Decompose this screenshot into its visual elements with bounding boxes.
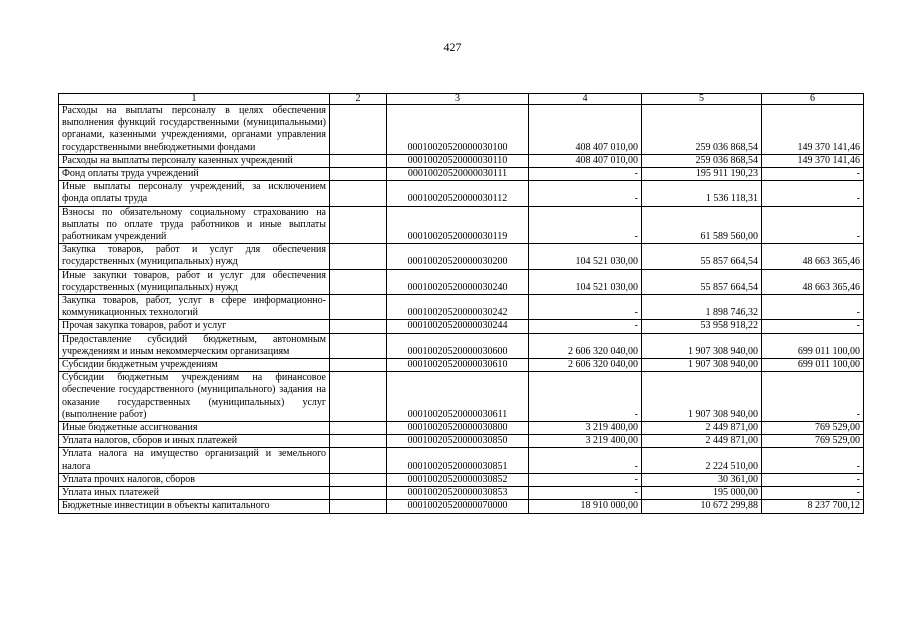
row-remaining-cell: 699 011 100,00 (762, 333, 864, 358)
table-row (59, 295, 864, 320)
row-executed-cell: 30 361,00 (642, 473, 762, 486)
row-executed-cell: 61 589 560,00 (642, 206, 762, 244)
header-cell-2: 2 (330, 94, 387, 105)
row-name-cell: Субсидии бюджетным учреждениям (59, 359, 330, 372)
row-executed-cell: 1 907 308 940,00 (642, 333, 762, 358)
row-col2-cell (330, 154, 387, 167)
row-executed-cell: 1 536 118,31 (642, 181, 762, 206)
row-remaining-cell: 149 370 141,46 (762, 154, 864, 167)
row-name-cell: Бюджетные инвестиции в объекты капитального (59, 500, 330, 513)
row-code-cell: 00010020520000070000 (387, 500, 529, 513)
row-approved-cell: - (529, 295, 642, 320)
row-remaining-cell: - (762, 473, 864, 486)
row-name-cell: Субсидии бюджетным учреждениям на финансовое обеспечение государственного (муниципального) задания на оказание государственных (муниципальных) услуг (выполнение работ) (59, 372, 330, 422)
row-name-cell: Расходы на выплаты персоналу в целях обеспечения выполнения функций государственными (муниципальными) органами, казенными учреждениями, органами управления государственными внебюджетными фондами (59, 105, 330, 155)
row-col2-cell (330, 500, 387, 513)
row-code-cell: 00010020520000030242 (387, 295, 529, 320)
row-remaining-cell: - (762, 168, 864, 181)
row-approved-cell: - (529, 320, 642, 333)
table-row (59, 500, 864, 513)
row-remaining-cell: - (762, 295, 864, 320)
row-name-cell: Уплата налогов, сборов и иных платежей (59, 435, 330, 448)
row-code-cell: 00010020520000030853 (387, 487, 529, 500)
row-col2-cell (330, 422, 387, 435)
table-row (59, 244, 864, 269)
row-name-cell: Иные закупки товаров, работ и услуг для обеспечения государственных (муниципальных) нужд (59, 269, 330, 294)
table-row (59, 435, 864, 448)
row-col2-cell (330, 448, 387, 473)
row-approved-cell: - (529, 372, 642, 422)
row-col2-cell (330, 181, 387, 206)
row-code-cell: 00010020520000030200 (387, 244, 529, 269)
table-row (59, 168, 864, 181)
table-row (59, 320, 864, 333)
row-code-cell: 00010020520000030111 (387, 168, 529, 181)
row-remaining-cell: 769 529,00 (762, 435, 864, 448)
row-executed-cell: 2 449 871,00 (642, 435, 762, 448)
row-code-cell: 00010020520000030100 (387, 105, 529, 155)
row-remaining-cell: - (762, 320, 864, 333)
page-number: 427 (443, 40, 462, 54)
table-row (59, 206, 864, 244)
row-executed-cell: 53 958 918,22 (642, 320, 762, 333)
row-approved-cell: - (529, 181, 642, 206)
table-row (59, 181, 864, 206)
row-executed-cell: 55 857 664,54 (642, 244, 762, 269)
row-name-cell: Закупка товаров, работ, услуг в сфере информационно-коммуникационных технологий (59, 295, 330, 320)
row-remaining-cell: 699 011 100,00 (762, 359, 864, 372)
row-col2-cell (330, 206, 387, 244)
row-code-cell: 00010020520000030244 (387, 320, 529, 333)
row-remaining-cell: - (762, 487, 864, 500)
row-executed-cell: 259 036 868,54 (642, 154, 762, 167)
table-row (59, 154, 864, 167)
header-cell-4: 4 (529, 94, 642, 105)
row-code-cell: 00010020520000030610 (387, 359, 529, 372)
row-code-cell: 00010020520000030112 (387, 181, 529, 206)
row-remaining-cell: - (762, 448, 864, 473)
row-approved-cell: - (529, 448, 642, 473)
row-code-cell: 00010020520000030119 (387, 206, 529, 244)
row-approved-cell: 408 407 010,00 (529, 105, 642, 155)
row-code-cell: 00010020520000030800 (387, 422, 529, 435)
row-name-cell: Расходы на выплаты персоналу казенных учреждений (59, 154, 330, 167)
table-row (59, 372, 864, 422)
table-row (59, 422, 864, 435)
row-remaining-cell: 48 663 365,46 (762, 269, 864, 294)
row-executed-cell: 1 898 746,32 (642, 295, 762, 320)
row-remaining-cell: 149 370 141,46 (762, 105, 864, 155)
row-code-cell: 00010020520000030851 (387, 448, 529, 473)
row-executed-cell: 1 907 308 940,00 (642, 372, 762, 422)
row-remaining-cell: 48 663 365,46 (762, 244, 864, 269)
row-executed-cell: 2 449 871,00 (642, 422, 762, 435)
row-name-cell: Прочая закупка товаров, работ и услуг (59, 320, 330, 333)
row-code-cell: 00010020520000030852 (387, 473, 529, 486)
header-cell-1: 1 (59, 94, 330, 105)
row-name-cell: Иные выплаты персоналу учреждений, за исключением фонда оплаты труда (59, 181, 330, 206)
row-name-cell: Фонд оплаты труда учреждений (59, 168, 330, 181)
row-approved-cell: 18 910 000,00 (529, 500, 642, 513)
row-approved-cell: 2 606 320 040,00 (529, 359, 642, 372)
row-name-cell: Уплата налога на имущество организаций и земельного налога (59, 448, 330, 473)
row-remaining-cell: 8 237 700,12 (762, 500, 864, 513)
row-code-cell: 00010020520000030850 (387, 435, 529, 448)
header-row (59, 94, 864, 105)
row-executed-cell: 195 911 190,23 (642, 168, 762, 181)
table-row (59, 269, 864, 294)
row-col2-cell (330, 295, 387, 320)
table-row (59, 105, 864, 155)
row-approved-cell: - (529, 473, 642, 486)
row-approved-cell: 104 521 030,00 (529, 244, 642, 269)
row-executed-cell: 195 000,00 (642, 487, 762, 500)
header-cell-5: 5 (642, 94, 762, 105)
row-col2-cell (330, 487, 387, 500)
row-approved-cell: 3 219 400,00 (529, 435, 642, 448)
row-code-cell: 00010020520000030611 (387, 372, 529, 422)
row-name-cell: Предоставление субсидий бюджетным, автономным учреждениям и иным некоммерческим организациям (59, 333, 330, 358)
row-executed-cell: 1 907 308 940,00 (642, 359, 762, 372)
row-col2-cell (330, 105, 387, 155)
table-row (59, 333, 864, 358)
row-col2-cell (330, 372, 387, 422)
row-approved-cell: 104 521 030,00 (529, 269, 642, 294)
row-code-cell: 00010020520000030600 (387, 333, 529, 358)
row-approved-cell: 2 606 320 040,00 (529, 333, 642, 358)
row-name-cell: Взносы по обязательному социальному страхованию на выплаты по оплате труда работников и иные выплаты работникам учреждений (59, 206, 330, 244)
row-executed-cell: 2 224 510,00 (642, 448, 762, 473)
row-col2-cell (330, 435, 387, 448)
row-approved-cell: - (529, 206, 642, 244)
table-row (59, 359, 864, 372)
row-remaining-cell: - (762, 181, 864, 206)
row-name-cell: Уплата прочих налогов, сборов (59, 473, 330, 486)
table-row (59, 487, 864, 500)
table-row (59, 448, 864, 473)
row-col2-cell (330, 359, 387, 372)
row-col2-cell (330, 333, 387, 358)
budget-execution-table (58, 93, 864, 514)
row-col2-cell (330, 473, 387, 486)
row-col2-cell (330, 168, 387, 181)
row-col2-cell (330, 244, 387, 269)
row-name-cell: Уплата иных платежей (59, 487, 330, 500)
header-cell-3: 3 (387, 94, 529, 105)
row-col2-cell (330, 320, 387, 333)
row-code-cell: 00010020520000030110 (387, 154, 529, 167)
row-executed-cell: 10 672 299,88 (642, 500, 762, 513)
row-approved-cell: 408 407 010,00 (529, 154, 642, 167)
header-cell-6: 6 (762, 94, 864, 105)
row-remaining-cell: - (762, 206, 864, 244)
row-code-cell: 00010020520000030240 (387, 269, 529, 294)
table-row (59, 473, 864, 486)
row-approved-cell: - (529, 487, 642, 500)
row-name-cell: Иные бюджетные ассигнования (59, 422, 330, 435)
row-col2-cell (330, 269, 387, 294)
row-approved-cell: - (529, 168, 642, 181)
row-executed-cell: 259 036 868,54 (642, 105, 762, 155)
row-executed-cell: 55 857 664,54 (642, 269, 762, 294)
row-name-cell: Закупка товаров, работ и услуг для обеспечения государственных (муниципальных) нужд (59, 244, 330, 269)
row-remaining-cell: 769 529,00 (762, 422, 864, 435)
row-remaining-cell: - (762, 372, 864, 422)
row-approved-cell: 3 219 400,00 (529, 422, 642, 435)
